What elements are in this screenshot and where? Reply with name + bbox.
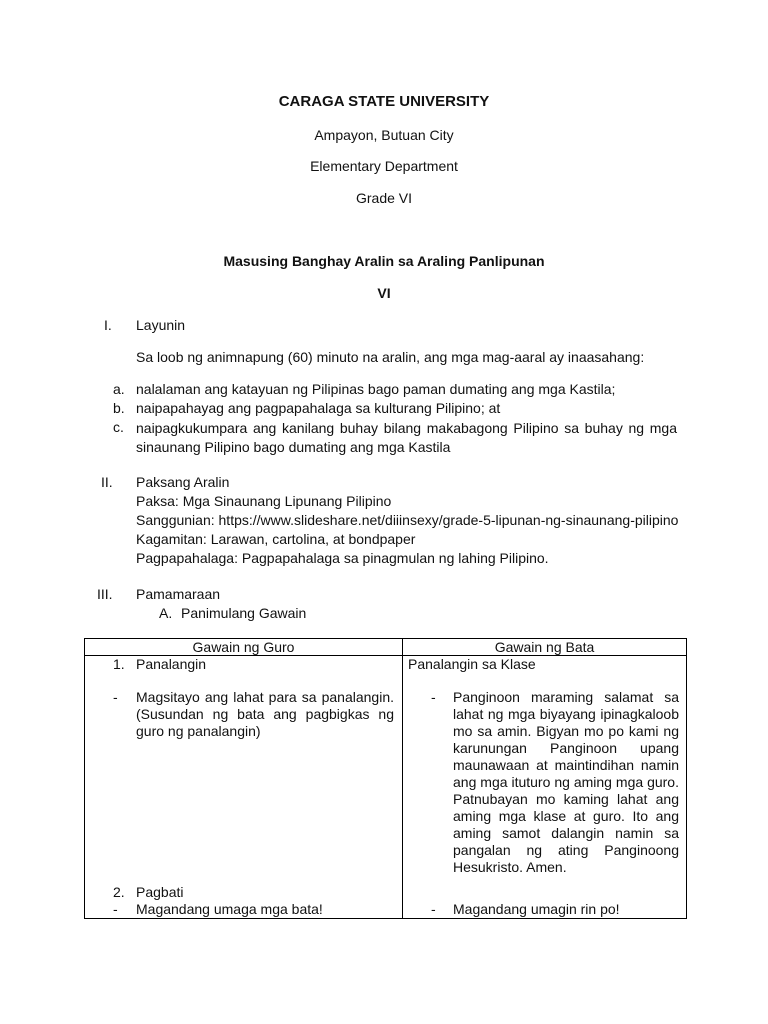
document-title: Masusing Banghay Aralin sa Araling Panlipunan xyxy=(223,253,545,269)
column-header-student: Gawain ng Bata xyxy=(403,639,687,656)
sanggunian-line: Sanggunian: https://www.slideshare.net/diiinsexy/grade-5-lipunan-ng-sinaunang-pilipino xyxy=(136,512,679,528)
teacher-item1-label: Panalangin xyxy=(136,656,207,672)
column-header-teacher: Gawain ng Guro xyxy=(85,639,403,656)
document-title-grade: VI xyxy=(377,285,391,301)
teacher-item2-label: Pagbati xyxy=(136,884,184,900)
university-location: Ampayon, Butuan City xyxy=(314,127,454,143)
teacher-item1-number: 1. xyxy=(113,656,125,672)
objective-letter-a: a. xyxy=(113,381,125,397)
paksa-line: Paksa: Mga Sinaunang Lipunang Pilipino xyxy=(136,493,392,509)
pagpapahalaga-line: Pagpapahalaga: Pagpapahalaga sa pinagmulan ng lahing Pilipino. xyxy=(136,550,549,566)
student-prayer: Panginoon maraming salamat sa lahat ng mga biyayang ipinagkaloob mo sa amin. Bigyan mo po kami ng karunungan Panginoon upang maunawaan at maintindihan namin ang mga ituturo ng aming mga guro. Patnubayan mo kaming lahat ang aming mga klase at guro. Ito ang aming samot dalangin namin sa pangalan ng ating Panginoong Hesukristo. Amen. xyxy=(453,689,679,875)
teacher-item2-number: 2. xyxy=(113,884,125,900)
section3-heading: Pamamaraan xyxy=(136,586,221,602)
section3-sub-heading: Panimulang Gawain xyxy=(181,605,307,621)
objective-text-a: nalalaman ang katayuan ng Pilipinas bago paman dumating ang mga Kastila; xyxy=(136,381,616,397)
teacher-dash-2: - xyxy=(113,901,118,917)
teacher-greeting: Magandang umaga mga bata! xyxy=(136,901,323,917)
table-header-row xyxy=(85,639,687,656)
section1-numeral: I. xyxy=(104,317,112,333)
student-greeting-reply: Magandang umagin rin po! xyxy=(453,901,620,917)
teacher-instruction-1: Magsitayo ang lahat para sa panalangin. (Susundan ng bata ang pagbigkas ng guro ng panalangin) xyxy=(136,689,394,739)
section1-heading: Layunin xyxy=(136,317,186,333)
student-dash-2: - xyxy=(431,901,436,917)
activity-table xyxy=(84,638,687,919)
kagamitan-line: Kagamitan: Larawan, cartolina, at bondpaper xyxy=(136,531,416,547)
section2-heading: Paksang Aralin xyxy=(136,474,230,490)
student-label-1: Panalangin sa Klase xyxy=(408,656,536,672)
table-row xyxy=(85,656,687,919)
grade-level: Grade VI xyxy=(355,190,413,206)
department-name: Elementary Department xyxy=(310,158,458,174)
section2-numeral: II. xyxy=(101,474,113,490)
objective-text-c: naipagkukumpara ang kanilang buhay bilang makabagong Pilipino sa buhay ng mga sinaunang Pilipino bago dumating ang mga Kastila xyxy=(136,420,677,455)
section1-intro: Sa loob ng animnapung (60) minuto na aralin, ang mga mag-aaral ay inaasahang: xyxy=(136,349,645,365)
teacher-dash-1: - xyxy=(113,689,118,705)
section3-numeral: III. xyxy=(97,586,113,602)
objective-letter-c: c. xyxy=(113,419,124,435)
objective-text-b: naipapahayag ang pagpapahalaga sa kulturang Pilipino; at xyxy=(136,400,501,416)
student-dash-1: - xyxy=(431,689,436,705)
university-name: CARAGA STATE UNIVERSITY xyxy=(278,93,490,110)
objective-letter-b: b. xyxy=(113,400,125,416)
student-cell xyxy=(403,656,687,919)
section3-sub-letter: A. xyxy=(159,605,173,621)
teacher-cell xyxy=(85,656,403,919)
